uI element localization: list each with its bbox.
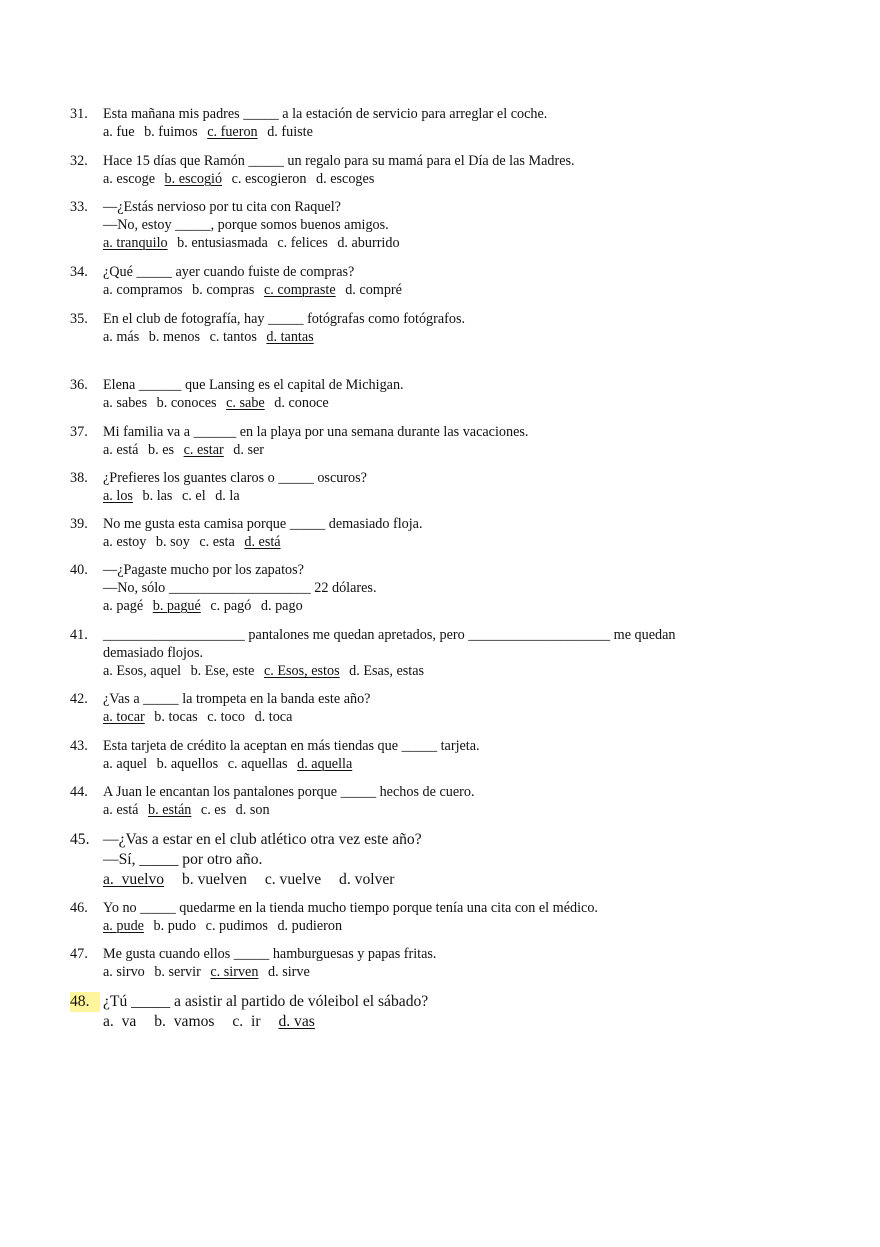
question-body — [103, 423, 770, 459]
question-text-line: ____________________ pantalones me quedan apretados, pero ____________________ me quedan — [103, 627, 676, 643]
answer-options — [103, 281, 770, 299]
answer-option: c. ir — [232, 1013, 261, 1030]
question-item — [70, 152, 770, 188]
answer-option: d. toca — [254, 709, 293, 725]
answer-option-correct: c. sirven — [210, 964, 259, 980]
question-body — [103, 105, 770, 141]
question-text-line: Hace 15 días que Ramón _____ un regalo para su mamá para el Día de las Madres. — [103, 153, 575, 169]
answer-option: d. fuiste — [267, 124, 313, 140]
question-text-line: —¿Pagaste mucho por los zapatos? — [103, 562, 304, 578]
answer-option: c. el — [182, 488, 206, 504]
question-number: 35. — [70, 311, 88, 327]
question-body — [103, 830, 770, 890]
answer-option: b. tocas — [154, 709, 198, 725]
answer-option: d. Esas, estas — [349, 663, 425, 679]
answer-options — [103, 234, 770, 252]
question-text-line: ¿Tú _____ a asistir al partido de vóleibol el sábado? — [103, 993, 429, 1010]
question-number: 32. — [70, 153, 88, 169]
question-item — [70, 423, 770, 459]
answer-option: a. más — [103, 329, 140, 345]
question-body — [103, 899, 770, 935]
answer-option-correct: d. tantas — [266, 329, 314, 345]
question-number: 31. — [70, 106, 88, 122]
answer-option: a. sabes — [103, 395, 148, 411]
question-text-line: ¿Vas a _____ la trompeta en la banda este año? — [103, 691, 371, 707]
answer-option: a. escoge — [103, 171, 155, 187]
answer-options — [103, 870, 770, 890]
answer-option: b. servir — [154, 964, 201, 980]
answer-options — [103, 123, 770, 141]
answer-options — [103, 487, 770, 505]
answer-option: a. Esos, aquel — [103, 663, 182, 679]
question-body — [103, 945, 770, 981]
question-body — [103, 690, 770, 726]
question-number: 40. — [70, 562, 88, 578]
question-number: 33. — [70, 199, 88, 215]
answer-option: b. compras — [192, 282, 255, 298]
question-item — [70, 105, 770, 141]
answer-option: d. escoges — [316, 171, 375, 187]
question-body — [103, 310, 770, 346]
answer-options — [103, 170, 770, 188]
question-item — [70, 626, 770, 680]
question-number: 48. — [70, 992, 100, 1012]
question-item — [70, 263, 770, 299]
question-item — [70, 945, 770, 981]
question-body — [103, 152, 770, 188]
question-number: 41. — [70, 627, 88, 643]
question-number: 37. — [70, 424, 88, 440]
question-text-line: Mi familia va a ______ en la playa por una semana durante las vacaciones. — [103, 424, 529, 440]
answer-option: b. es — [148, 442, 175, 458]
question-number: 34. — [70, 264, 88, 280]
answer-option: d. ser — [233, 442, 265, 458]
question-number: 47. — [70, 946, 88, 962]
answer-option: d. aburrido — [337, 235, 400, 251]
question-text-line: ¿Prefieres los guantes claros o _____ oscuros? — [103, 470, 367, 486]
answer-option: d. conoce — [274, 395, 329, 411]
answer-option-correct: a. tocar — [103, 709, 145, 725]
answer-option: b. menos — [148, 329, 201, 345]
question-text-line: Yo no _____ quedarme en la tienda mucho tiempo porque tenía una cita con el médico. — [103, 900, 598, 916]
question-item — [70, 737, 770, 773]
answer-options — [103, 963, 770, 981]
answer-option: b. soy — [155, 534, 190, 550]
question-number: 42. — [70, 691, 88, 707]
question-item — [70, 198, 770, 252]
question-text-line: —No, estoy _____, porque somos buenos amigos. — [103, 217, 389, 233]
question-body — [103, 515, 770, 551]
answer-option: a. está — [103, 442, 139, 458]
question-item — [70, 830, 770, 890]
answer-option: b. pudo — [153, 918, 197, 934]
answer-option: d. pudieron — [277, 918, 343, 934]
question-text-line: Esta mañana mis padres _____ a la estación de servicio para arreglar el coche. — [103, 106, 548, 122]
answer-option: b. vuelven — [181, 871, 247, 888]
question-body — [103, 992, 770, 1032]
question-text-line: —¿Estás nervioso por tu cita con Raquel? — [103, 199, 341, 215]
question-text-line: Me gusta cuando ellos _____ hamburguesas y papas fritas. — [103, 946, 437, 962]
question-number: 44. — [70, 784, 88, 800]
answer-option: d. pago — [260, 598, 303, 614]
answer-option-correct: d. está — [244, 534, 281, 550]
answer-option: b. las — [142, 488, 173, 504]
question-body — [103, 561, 770, 615]
question-item — [70, 992, 770, 1032]
question-number: 45. — [70, 831, 90, 848]
answer-options — [103, 1012, 770, 1032]
answer-option: a. sirvo — [103, 964, 145, 980]
answer-option: a. va — [103, 1013, 137, 1030]
answer-option-correct: a. vuelvo — [103, 871, 165, 888]
answer-option: d. la — [215, 488, 240, 504]
question-body — [103, 737, 770, 773]
question-item — [70, 310, 770, 346]
question-number: 43. — [70, 738, 88, 754]
question-body — [103, 198, 770, 252]
answer-options — [103, 801, 770, 819]
question-text-line: —¿Vas a estar en el club atlético otra vez este año? — [103, 831, 422, 848]
question-body — [103, 469, 770, 505]
answer-option: b. entusiasmada — [177, 235, 268, 251]
answer-options — [103, 441, 770, 459]
question-number: 39. — [70, 516, 88, 532]
answer-option: a. compramos — [103, 282, 183, 298]
question-text-line: En el club de fotografía, hay _____ fotógrafas como fotógrafos. — [103, 311, 466, 327]
answer-options — [103, 533, 770, 551]
answer-options — [103, 662, 770, 680]
question-number: 36. — [70, 377, 88, 393]
answer-options — [103, 394, 770, 412]
question-body — [103, 783, 770, 819]
question-item — [70, 690, 770, 726]
answer-option-correct: c. estar — [183, 442, 224, 458]
answer-options — [103, 708, 770, 726]
answer-option: c. toco — [207, 709, 246, 725]
answer-option: a. pagé — [103, 598, 144, 614]
question-item — [70, 469, 770, 505]
question-item — [70, 561, 770, 615]
question-number: 38. — [70, 470, 88, 486]
answer-options — [103, 328, 770, 346]
answer-option: a. estoy — [103, 534, 147, 550]
answer-option: c. pudimos — [205, 918, 268, 934]
question-text-line: Elena ______ que Lansing es el capital de Michigan. — [103, 377, 404, 393]
answer-option-correct: d. aquella — [297, 756, 353, 772]
answer-option: b. fuimos — [144, 124, 198, 140]
answer-option: b. aquellos — [156, 756, 219, 772]
answer-option-correct: b. pagué — [152, 598, 201, 614]
answer-option: c. tantos — [209, 329, 257, 345]
answer-option: d. volver — [339, 871, 395, 888]
answer-option: d. son — [235, 802, 270, 818]
answer-options — [103, 597, 770, 615]
answer-option: d. sirve — [268, 964, 310, 980]
question-text-line: Esta tarjeta de crédito la aceptan en más tiendas que _____ tarjeta. — [103, 738, 480, 754]
answer-option: a. fue — [103, 124, 135, 140]
question-text-line: demasiado flojos. — [103, 645, 204, 661]
answer-option-correct: d. vas — [278, 1013, 315, 1030]
question-text-line: ¿Qué _____ ayer cuando fuiste de compras? — [103, 264, 355, 280]
answer-option-correct: b. están — [148, 802, 192, 818]
question-body — [103, 626, 770, 680]
answer-option: c. aquellas — [227, 756, 288, 772]
question-body — [103, 263, 770, 299]
question-item — [70, 515, 770, 551]
answer-option: c. felices — [277, 235, 328, 251]
question-text-line: No me gusta esta camisa porque _____ demasiado floja. — [103, 516, 423, 532]
answer-option-correct: c. sabe — [226, 395, 265, 411]
question-item — [70, 783, 770, 819]
answer-option: d. compré — [345, 282, 402, 298]
answer-options — [103, 917, 770, 935]
answer-option-correct: c. fueron — [207, 124, 258, 140]
answer-option: c. escogieron — [231, 171, 307, 187]
answer-option: a. aquel — [103, 756, 148, 772]
answer-option: c. es — [200, 802, 227, 818]
question-text-line: A Juan le encantan los pantalones porque _____ hechos de cuero. — [103, 784, 475, 800]
answer-option: b. Ese, este — [190, 663, 255, 679]
answer-option: c. pagó — [210, 598, 252, 614]
answer-option-correct: c. compraste — [263, 282, 336, 298]
question-number: 46. — [70, 900, 88, 916]
answer-option: c. vuelve — [264, 871, 322, 888]
answer-option-correct: a. pude — [103, 918, 144, 934]
answer-option: a. está — [103, 802, 139, 818]
answer-option-correct: a. tranquilo — [103, 235, 168, 251]
answer-option-correct: a. los — [103, 488, 133, 504]
answer-option-correct: b. escogió — [164, 171, 223, 187]
answer-option: b. conoces — [156, 395, 217, 411]
question-text-line: —No, sólo ____________________ 22 dólares. — [103, 580, 377, 596]
answer-option: b. vamos — [154, 1013, 215, 1030]
question-body — [103, 376, 770, 412]
question-item — [70, 899, 770, 935]
question-text-line: —Sí, _____ por otro año. — [103, 851, 263, 868]
answer-option: c. esta — [199, 534, 235, 550]
question-item — [70, 376, 770, 412]
answer-options — [103, 755, 770, 773]
answer-option-correct: c. Esos, estos — [263, 663, 340, 679]
